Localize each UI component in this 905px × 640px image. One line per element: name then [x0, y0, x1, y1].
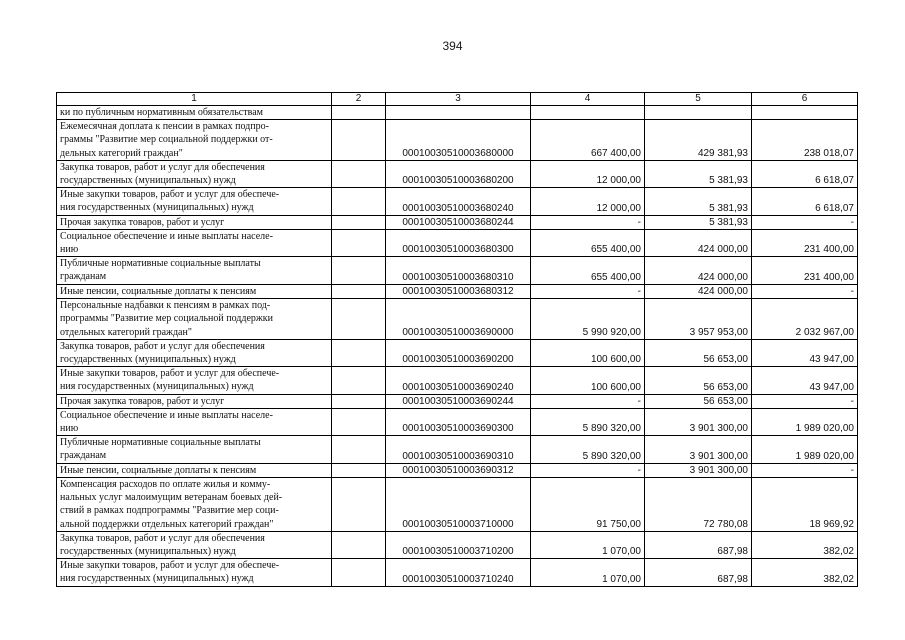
- name-cell: Иные закупки товаров, работ и услуг для обеспече- ния государственных (муниципальных) нужд: [57, 559, 332, 586]
- col2-cell: [332, 531, 386, 558]
- table-row: [57, 188, 858, 215]
- code-cell: 00010030510003680300: [386, 229, 531, 256]
- col2-cell: [332, 106, 386, 120]
- name-cell: Иные закупки товаров, работ и услуг для обеспече- ния государственных (муниципальных) нужд: [57, 367, 332, 394]
- executed-amount-cell: 72 780,08: [645, 477, 752, 531]
- code-cell: 00010030510003690244: [386, 394, 531, 408]
- column-header: 1: [57, 93, 332, 106]
- remaining-amount-cell: 231 400,00: [752, 257, 858, 284]
- table-row: [57, 257, 858, 284]
- column-header: 4: [531, 93, 645, 106]
- name-cell: Прочая закупка товаров, работ и услуг: [57, 394, 332, 408]
- name-cell: Иные пенсии, социальные доплаты к пенсиям: [57, 463, 332, 477]
- col2-cell: [332, 120, 386, 161]
- code-cell: 00010030510003690312: [386, 463, 531, 477]
- table-row: [57, 284, 858, 298]
- table-row: [57, 160, 858, 187]
- remaining-amount-cell: 18 969,92: [752, 477, 858, 531]
- remaining-amount-cell: 382,02: [752, 559, 858, 586]
- column-header: 5: [645, 93, 752, 106]
- budget-table: [56, 92, 858, 587]
- approved-amount-cell: -: [531, 463, 645, 477]
- approved-amount-cell: [531, 106, 645, 120]
- approved-amount-cell: 91 750,00: [531, 477, 645, 531]
- approved-amount-cell: -: [531, 284, 645, 298]
- col2-cell: [332, 463, 386, 477]
- column-header: 2: [332, 93, 386, 106]
- code-cell: 00010030510003680000: [386, 120, 531, 161]
- executed-amount-cell: 424 000,00: [645, 257, 752, 284]
- table-row: [57, 408, 858, 435]
- table-row: [57, 120, 858, 161]
- code-cell: 00010030510003680240: [386, 188, 531, 215]
- approved-amount-cell: 1 070,00: [531, 559, 645, 586]
- table-body: [57, 93, 858, 587]
- executed-amount-cell: 56 653,00: [645, 339, 752, 366]
- col2-cell: [332, 298, 386, 339]
- approved-amount-cell: -: [531, 394, 645, 408]
- executed-amount-cell: [645, 106, 752, 120]
- table-row: [57, 463, 858, 477]
- name-cell: ки по публичным нормативным обязательствам: [57, 106, 332, 120]
- col2-cell: [332, 188, 386, 215]
- code-cell: 00010030510003680200: [386, 160, 531, 187]
- remaining-amount-cell: -: [752, 394, 858, 408]
- approved-amount-cell: 5 890 320,00: [531, 408, 645, 435]
- approved-amount-cell: 5 990 920,00: [531, 298, 645, 339]
- col2-cell: [332, 408, 386, 435]
- remaining-amount-cell: 1 989 020,00: [752, 408, 858, 435]
- approved-amount-cell: 12 000,00: [531, 188, 645, 215]
- col2-cell: [332, 559, 386, 586]
- table-row: [57, 106, 858, 120]
- approved-amount-cell: -: [531, 215, 645, 229]
- col2-cell: [332, 436, 386, 463]
- table-row: [57, 367, 858, 394]
- approved-amount-cell: 1 070,00: [531, 531, 645, 558]
- name-cell: Публичные нормативные социальные выплаты гражданам: [57, 436, 332, 463]
- name-cell: Социальное обеспечение и иные выплаты населе- нию: [57, 229, 332, 256]
- table-row: [57, 531, 858, 558]
- executed-amount-cell: 424 000,00: [645, 284, 752, 298]
- name-cell: Ежемесячная доплата к пенсии в рамках подпро- граммы "Развитие мер социальной поддержки от- дельных категорий граждан": [57, 120, 332, 161]
- executed-amount-cell: 3 901 300,00: [645, 463, 752, 477]
- col2-cell: [332, 394, 386, 408]
- code-cell: 00010030510003690300: [386, 408, 531, 435]
- remaining-amount-cell: -: [752, 215, 858, 229]
- code-cell: 00010030510003710200: [386, 531, 531, 558]
- name-cell: Закупка товаров, работ и услуг для обеспечения государственных (муниципальных) нужд: [57, 531, 332, 558]
- column-header: 3: [386, 93, 531, 106]
- table-row: [57, 229, 858, 256]
- code-cell: 00010030510003680244: [386, 215, 531, 229]
- remaining-amount-cell: 231 400,00: [752, 229, 858, 256]
- name-cell: Закупка товаров, работ и услуг для обеспечения государственных (муниципальных) нужд: [57, 339, 332, 366]
- col2-cell: [332, 257, 386, 284]
- code-cell: 00010030510003690200: [386, 339, 531, 366]
- name-cell: Публичные нормативные социальные выплаты гражданам: [57, 257, 332, 284]
- approved-amount-cell: 12 000,00: [531, 160, 645, 187]
- executed-amount-cell: 687,98: [645, 559, 752, 586]
- code-cell: 00010030510003680312: [386, 284, 531, 298]
- executed-amount-cell: 687,98: [645, 531, 752, 558]
- executed-amount-cell: 5 381,93: [645, 188, 752, 215]
- page-number: 394: [442, 39, 463, 53]
- col2-cell: [332, 215, 386, 229]
- executed-amount-cell: 56 653,00: [645, 367, 752, 394]
- remaining-amount-cell: -: [752, 463, 858, 477]
- name-cell: Прочая закупка товаров, работ и услуг: [57, 215, 332, 229]
- approved-amount-cell: 5 890 320,00: [531, 436, 645, 463]
- executed-amount-cell: 424 000,00: [645, 229, 752, 256]
- executed-amount-cell: 429 381,93: [645, 120, 752, 161]
- table-row: [57, 436, 858, 463]
- remaining-amount-cell: 238 018,07: [752, 120, 858, 161]
- remaining-amount-cell: 382,02: [752, 531, 858, 558]
- approved-amount-cell: 655 400,00: [531, 257, 645, 284]
- table-row: [57, 215, 858, 229]
- executed-amount-cell: 3 901 300,00: [645, 408, 752, 435]
- code-cell: [386, 106, 531, 120]
- column-header: 6: [752, 93, 858, 106]
- name-cell: Иные пенсии, социальные доплаты к пенсиям: [57, 284, 332, 298]
- remaining-amount-cell: 43 947,00: [752, 339, 858, 366]
- approved-amount-cell: 667 400,00: [531, 120, 645, 161]
- col2-cell: [332, 339, 386, 366]
- approved-amount-cell: 100 600,00: [531, 367, 645, 394]
- code-cell: 00010030510003690240: [386, 367, 531, 394]
- code-cell: 00010030510003690000: [386, 298, 531, 339]
- name-cell: Компенсация расходов по оплате жилья и комму- нальных услуг малоимущим ветеранам боевых дей- ствий в рамках подпрограммы "Развитие мер соци- альной поддержки отдельных категорий граждан": [57, 477, 332, 531]
- code-cell: 00010030510003690310: [386, 436, 531, 463]
- remaining-amount-cell: 6 618,07: [752, 160, 858, 187]
- executed-amount-cell: 5 381,93: [645, 215, 752, 229]
- col2-cell: [332, 477, 386, 531]
- name-cell: Иные закупки товаров, работ и услуг для обеспече- ния государственных (муниципальных) нужд: [57, 188, 332, 215]
- table-row: [57, 394, 858, 408]
- code-cell: 00010030510003710240: [386, 559, 531, 586]
- code-cell: 00010030510003710000: [386, 477, 531, 531]
- col2-cell: [332, 284, 386, 298]
- remaining-amount-cell: [752, 106, 858, 120]
- col2-cell: [332, 160, 386, 187]
- remaining-amount-cell: 6 618,07: [752, 188, 858, 215]
- remaining-amount-cell: 43 947,00: [752, 367, 858, 394]
- table-row: [57, 477, 858, 531]
- table-row: [57, 559, 858, 586]
- executed-amount-cell: 5 381,93: [645, 160, 752, 187]
- executed-amount-cell: 56 653,00: [645, 394, 752, 408]
- approved-amount-cell: 655 400,00: [531, 229, 645, 256]
- remaining-amount-cell: 2 032 967,00: [752, 298, 858, 339]
- remaining-amount-cell: 1 989 020,00: [752, 436, 858, 463]
- table-header-row: [57, 93, 858, 106]
- executed-amount-cell: 3 957 953,00: [645, 298, 752, 339]
- name-cell: Закупка товаров, работ и услуг для обеспечения государственных (муниципальных) нужд: [57, 160, 332, 187]
- name-cell: Персональные надбавки к пенсиям в рамках под- программы "Развитие мер социальной поддержки отдельных категорий граждан": [57, 298, 332, 339]
- col2-cell: [332, 367, 386, 394]
- code-cell: 00010030510003680310: [386, 257, 531, 284]
- table-row: [57, 298, 858, 339]
- table-row: [57, 339, 858, 366]
- executed-amount-cell: 3 901 300,00: [645, 436, 752, 463]
- remaining-amount-cell: -: [752, 284, 858, 298]
- approved-amount-cell: 100 600,00: [531, 339, 645, 366]
- col2-cell: [332, 229, 386, 256]
- name-cell: Социальное обеспечение и иные выплаты населе- нию: [57, 408, 332, 435]
